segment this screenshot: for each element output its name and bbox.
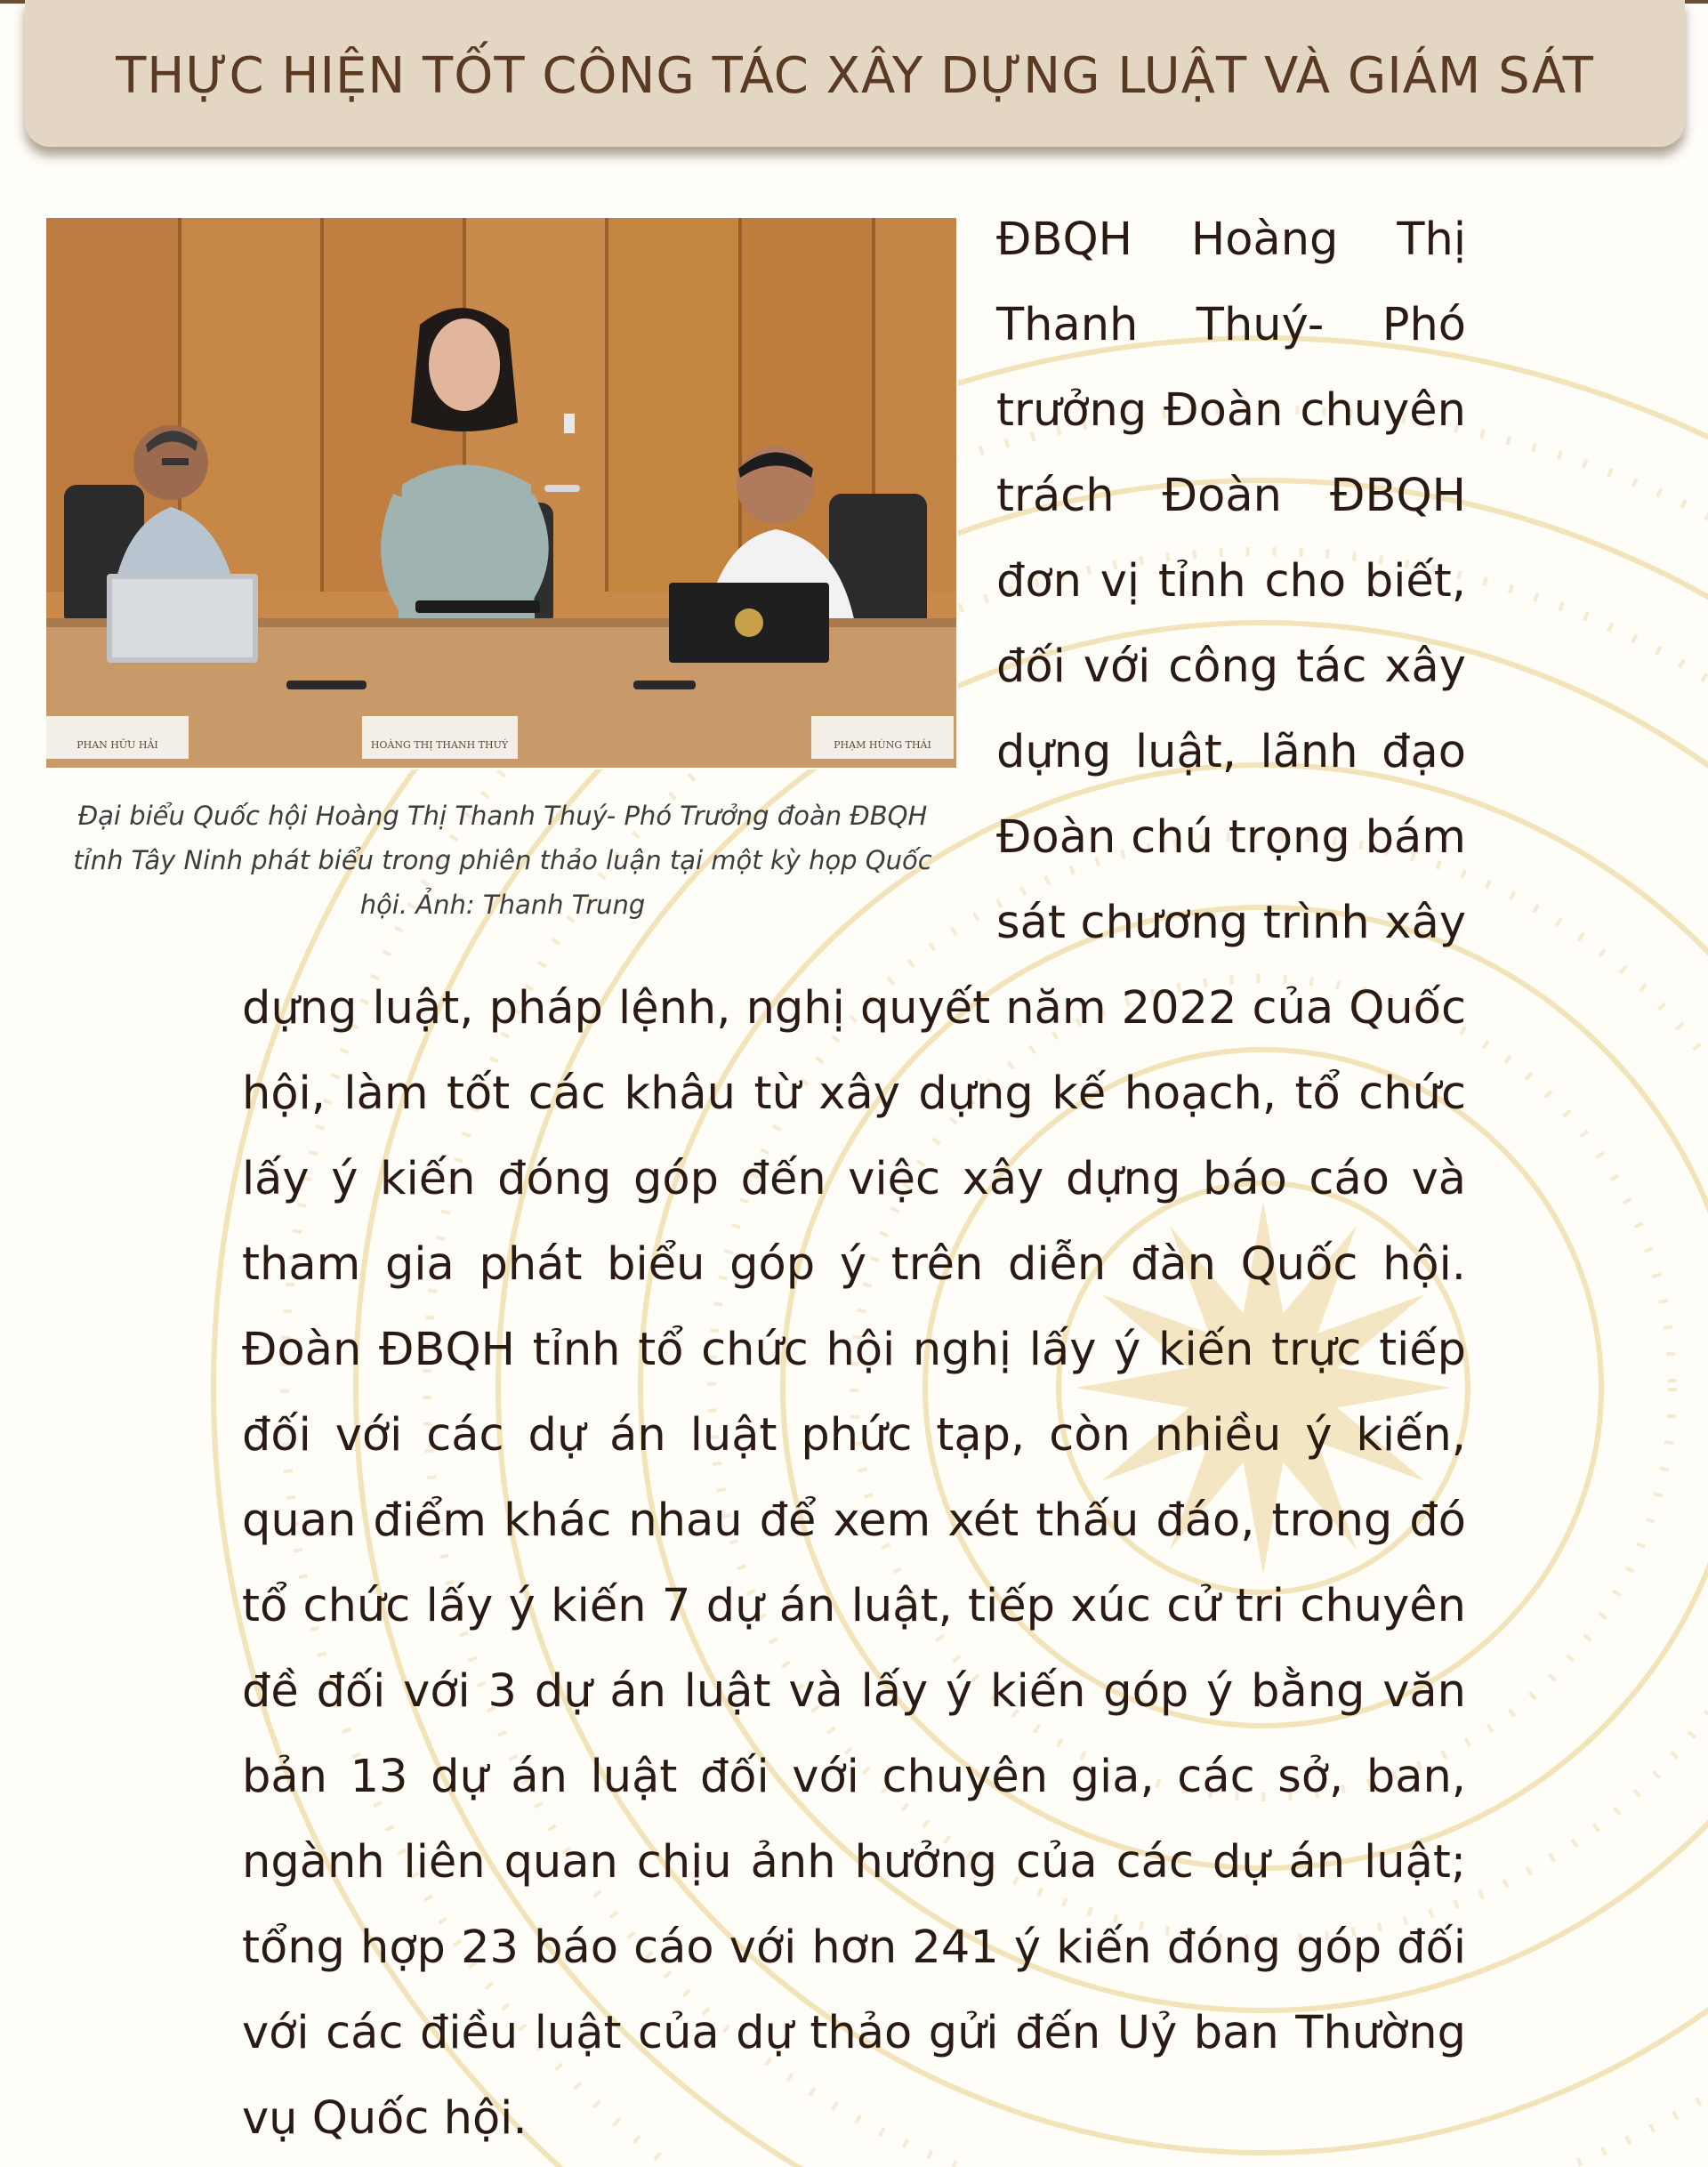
caption-line: hội. Ảnh: Thanh Trung (359, 890, 646, 920)
section-title: THỰC HIỆN TỐT CÔNG TÁC XÂY DỰNG LUẬT VÀ GIÁM SÁT (116, 47, 1594, 105)
article-line: vụ Quốc hội. (242, 2092, 528, 2145)
article-line: trách Đoàn ĐBQH (996, 470, 1466, 522)
article-line: đơn vị tỉnh cho biết, (996, 555, 1466, 608)
article-line: dựng luật, lãnh đạo (996, 726, 1466, 778)
meeting-scene-illustration (46, 218, 956, 768)
article-line: tổ chức lấy ý kiến 7 dự án luật, tiếp xúc cử tri chuyên (242, 1580, 1466, 1632)
article-line: đề đối với 3 dự án luật và lấy ý kiến góp ý bằng văn (242, 1665, 1466, 1718)
article-line: Đoàn ĐBQH tỉnh tổ chức hội nghị lấy ý kiến trực tiếp (242, 1324, 1466, 1376)
article-line: đối với các dự án luật phức tạp, còn nhiều ý kiến, (242, 1409, 1466, 1462)
article-line: bản 13 dự án luật đối với chuyên gia, các sở, ban, (242, 1751, 1466, 1803)
nameplate-center: HOÀNG THỊ THANH THUÝ (370, 739, 509, 751)
article-line: ngành liên quan chịu ảnh hưởng của các dự án luật; (242, 1836, 1466, 1889)
article-line: quan điểm khác nhau để xem xét thấu đáo, trong đó (242, 1494, 1466, 1547)
nameplate-right: PHẠM HÙNG THÁI (834, 739, 931, 751)
article-line: ĐBQH Hoàng Thị (996, 213, 1466, 266)
article-line: tham gia phát biểu góp ý trên diễn đàn Quốc hội. (242, 1238, 1466, 1291)
article-line: Thanh Thuý- Phó (996, 299, 1466, 351)
section-header (25, 0, 1685, 147)
article-line: Đoàn chú trọng bám (996, 811, 1466, 864)
nameplate-left: PHAN HỮU HẢI (77, 739, 158, 751)
article-line: lấy ý kiến đóng góp đến việc xây dựng báo cáo và (242, 1153, 1466, 1205)
article-line: với các điều luật của dự thảo gửi đến Uỷ ban Thường (242, 2007, 1466, 2059)
article-line: đối với công tác xây (996, 640, 1466, 693)
caption-line: Đại biểu Quốc hội Hoàng Thị Thanh Thuý- Phó Trưởng đoàn ĐBQH (77, 801, 928, 831)
article-line: trưởng Đoàn chuyên (996, 384, 1466, 437)
caption-line: tỉnh Tây Ninh phát biểu trong phiên thảo luận tại một kỳ họp Quốc (73, 845, 932, 875)
article-photo (46, 218, 956, 768)
photo-caption (53, 793, 952, 927)
article-line: sát chương trình xây (996, 897, 1466, 949)
article-line: dựng luật, pháp lệnh, nghị quyết năm 2022 của Quốc (242, 982, 1466, 1035)
article-line: tổng hợp 23 báo cáo với hơn 241 ý kiến đóng góp đối (242, 1921, 1466, 1974)
article-line: hội, làm tốt các khâu từ xây dựng kế hoạch, tổ chức (242, 1067, 1466, 1120)
